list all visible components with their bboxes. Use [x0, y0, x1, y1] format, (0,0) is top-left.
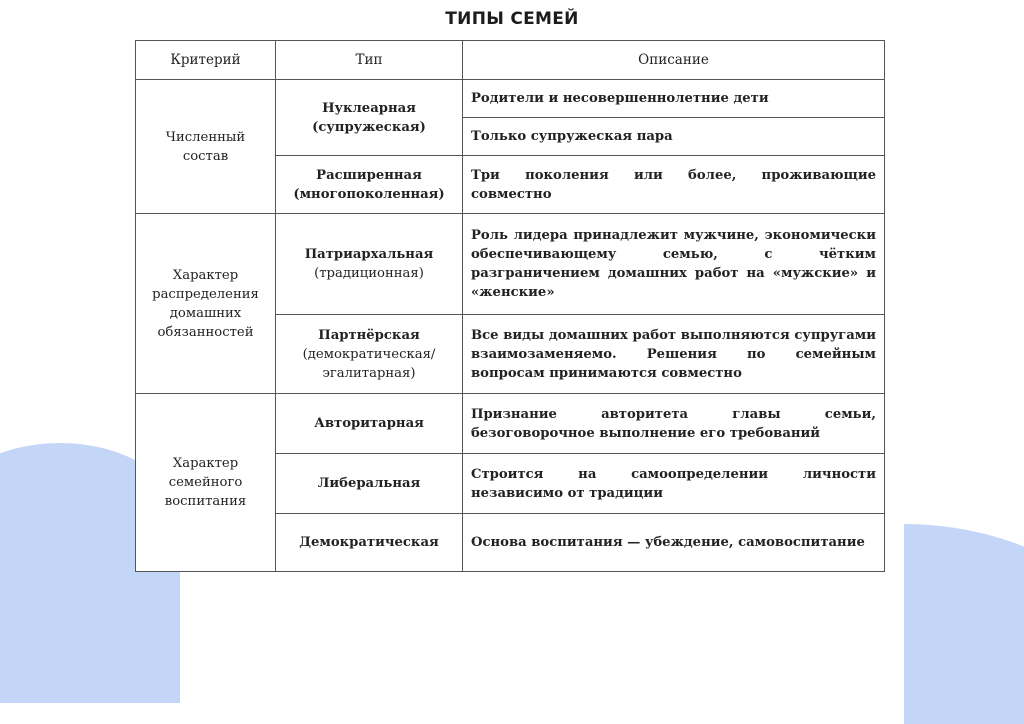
- type-subtitle: (многопоколенная): [293, 186, 445, 202]
- type-name: Нуклеарная: [322, 100, 416, 116]
- description-cell: Родители и несовершеннолетние дети: [463, 80, 885, 118]
- type-subtitle: (демократическая/ эгалитарная): [302, 346, 436, 381]
- type-name: Партнёрская: [318, 327, 420, 343]
- type-cell: [276, 80, 463, 156]
- type-cell: [276, 454, 463, 514]
- type-cell: [276, 156, 463, 214]
- type-name: Патриархальная: [304, 247, 434, 262]
- criterion-cell: Характер распределения домашних обязанностей: [136, 214, 276, 394]
- criterion-cell: Характер семейного воспитания: [136, 394, 276, 572]
- type-subtitle: (супружеская): [312, 119, 426, 135]
- description-cell: Строится на самоопределении личности независимо от традиции: [463, 454, 885, 514]
- type-cell: [276, 394, 463, 454]
- criterion-cell: Численный состав: [136, 80, 276, 214]
- family-types-table: [135, 40, 885, 572]
- table-header-row: [136, 41, 885, 80]
- table-row: [136, 214, 885, 315]
- type-cell: [276, 214, 463, 315]
- description-cell: Только супружеская пара: [463, 118, 885, 156]
- type-name: Либеральная: [317, 476, 421, 491]
- type-name: Демократическая: [299, 535, 439, 550]
- table-row: [136, 80, 885, 118]
- decorative-blob-right: [904, 524, 1024, 724]
- type-name: Расширенная: [316, 167, 422, 183]
- header-type: Тип: [276, 41, 463, 80]
- header-description: Описание: [463, 41, 885, 80]
- table-row: [136, 394, 885, 454]
- page-title: ТИПЫ СЕМЕЙ: [445, 9, 579, 29]
- description-cell: Признание авторитета главы семьи, безоговорочное выполнение его требований: [463, 394, 885, 454]
- description-cell: Три поколения или более, проживающие совместно: [463, 156, 885, 214]
- header-criterion: Критерий: [136, 41, 276, 80]
- type-subtitle: (традиционная): [314, 266, 424, 281]
- description-cell: Все виды домашних работ выполняются супругами взаимозаменяемо. Решения по семейным вопросам принимаются совместно: [463, 315, 885, 394]
- description-cell: Роль лидера принадлежит мужчине, экономически обеспечивающему семью, с чётким разграничением домашних работ на «мужские» и «женские»: [463, 214, 885, 315]
- type-name: Авторитарная: [314, 416, 424, 431]
- description-cell: Основа воспитания — убеждение, самовоспитание: [463, 514, 885, 572]
- type-cell: [276, 514, 463, 572]
- type-cell: [276, 315, 463, 394]
